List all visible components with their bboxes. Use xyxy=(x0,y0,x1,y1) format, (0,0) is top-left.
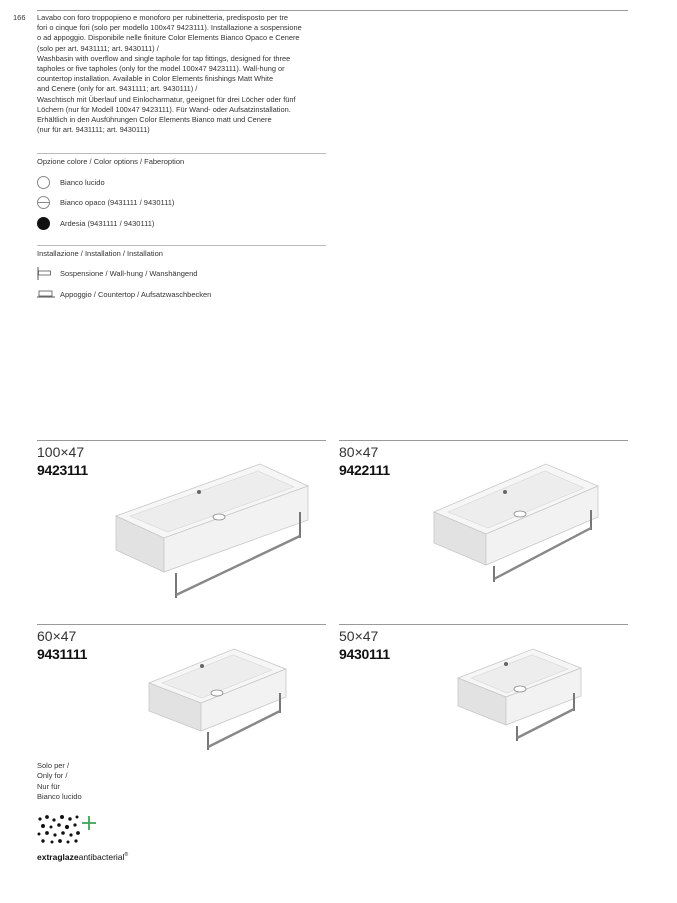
description-line: and Cenere (only for art. 9431111; art. 9430111) / xyxy=(37,84,198,94)
color-option-bianco-opaco xyxy=(37,195,174,209)
note-line: Solo per / xyxy=(37,761,70,770)
description-line: (solo per art. 9431111; art. 9430111) / xyxy=(37,43,159,53)
description-line: Washbasin with overflow and single taphole for tap fittings, designed for three xyxy=(37,53,291,63)
plus-icon xyxy=(82,816,96,830)
color-options-rule xyxy=(37,153,326,154)
black-circle-icon xyxy=(37,217,50,230)
installation-label: Appoggio / Countertop / Aufsatzwaschbecken xyxy=(60,289,212,299)
description-line: Waschtisch mit Überlauf und Einlocharmatur, geeignet für drei Löcher oder fünf xyxy=(37,94,296,104)
brand-light: antibacterial xyxy=(78,852,125,862)
description-line: (nur für art. 9431111; art. 9430111) xyxy=(37,125,150,135)
color-option-label: Ardesia (9431111 / 9430111) xyxy=(60,218,155,228)
product-size: 100×47 xyxy=(37,444,85,460)
washbasin-image xyxy=(453,645,588,745)
brand-bold: extraglaze xyxy=(37,852,79,862)
installation-rule xyxy=(37,245,326,246)
installation-title: Installazione / Installation / Installation xyxy=(37,249,163,258)
note-line: Nur für xyxy=(37,781,60,791)
product-description xyxy=(37,13,329,135)
installation-label: Sospensione / Wall-hung / Wanshängend xyxy=(60,268,198,278)
color-option-bianco-lucido xyxy=(37,175,105,189)
white-circle-icon xyxy=(37,176,50,189)
countertop-icon xyxy=(37,288,55,301)
description-line: Löchern (nur für Modell 100x47 9423111). Für Wand- oder Aufsatzinstallation. xyxy=(37,104,291,114)
description-line: Erhältlich in den Ausführungen Color Elements Bianco matt und Cenere xyxy=(37,115,272,125)
product-code: 9423111 xyxy=(37,462,88,478)
product-rule xyxy=(339,624,628,625)
description-line: fori o cinque fori (solo per modello 100x47 9423111). Installazione a sospensione xyxy=(37,23,302,33)
wall-hung-icon xyxy=(37,267,55,280)
product-rule xyxy=(37,440,326,441)
washbasin-image xyxy=(144,645,292,755)
extraglaze-dots-icon xyxy=(37,813,99,847)
description-line: tapholes or five tapholes (only for the model 100x47 9423111). Wall-hung or xyxy=(37,64,285,74)
top-rule xyxy=(37,10,628,11)
matt-white-circle-icon xyxy=(37,196,50,209)
color-options-title: Opzione colore / Color options / Faberoption xyxy=(37,157,185,166)
product-size: 60×47 xyxy=(37,628,77,644)
washbasin-image xyxy=(428,460,603,585)
product-size: 80×47 xyxy=(339,444,379,460)
description-line: Lavabo con foro troppopieno e monoforo per rubinetteria, predisposto per tre xyxy=(37,13,289,22)
product-size: 50×47 xyxy=(339,628,379,644)
washbasin-image xyxy=(110,460,315,602)
description-line: o ad appoggio. Disponibile nelle finiture Color Elements Bianco Opaco e Cenere xyxy=(37,33,300,43)
description-line: countertop installation. Available in Color Elements finishings Matt White xyxy=(37,74,274,84)
availability-note xyxy=(37,761,82,803)
product-code: 9422111 xyxy=(339,462,390,478)
note-line: Only for / xyxy=(37,771,68,781)
registered-mark: ® xyxy=(124,852,129,859)
product-code: 9431111 xyxy=(37,646,88,662)
color-option-ardesia xyxy=(37,216,154,230)
product-rule xyxy=(339,440,628,441)
installation-countertop xyxy=(37,287,211,301)
installation-wall-hung xyxy=(37,266,197,280)
product-rule xyxy=(37,624,326,625)
color-option-label: Bianco opaco (9431111 / 9430111) xyxy=(60,197,175,207)
note-line: Bianco lucido xyxy=(37,792,82,802)
page-number: 166 xyxy=(13,13,26,22)
color-option-label: Bianco lucido xyxy=(60,177,105,187)
extraglaze-brand xyxy=(37,852,128,862)
product-code: 9430111 xyxy=(339,646,390,662)
